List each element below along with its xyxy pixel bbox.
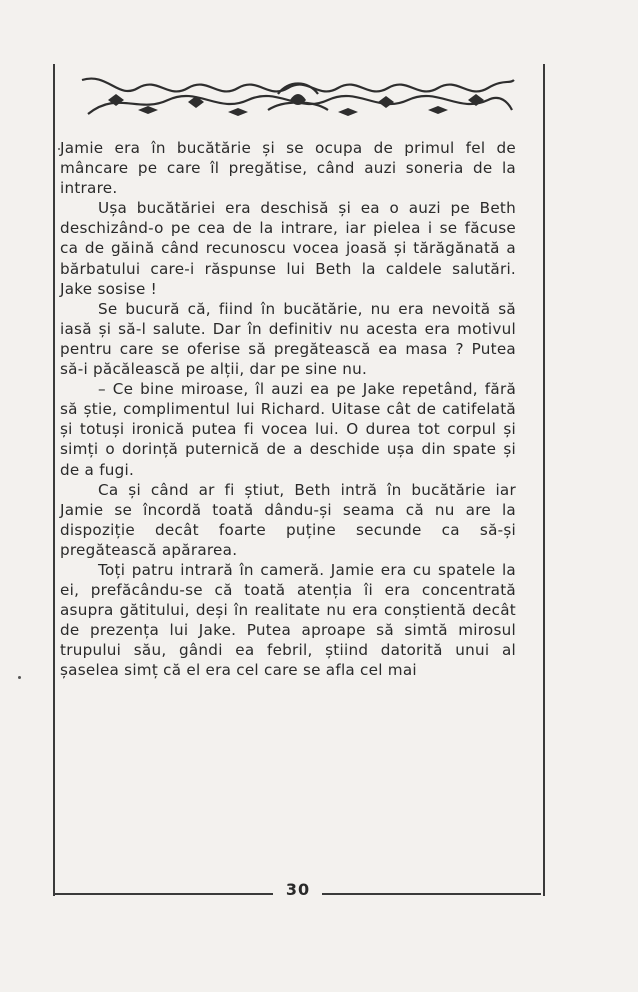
footer-rule-right bbox=[322, 893, 541, 895]
paragraph: Toți patru intrară în cameră. Jamie era cu spatele la ei, prefăcându-se că toată atenția îi era concentrată asupra gătitului, deși în realitate nu era conștientă decât de prezența lui Jake. Putea aproape să simtă mirosul trupului său, gândi ea febril, știind datorită unui al șaselea simț că el era cel care se afla cel mai bbox=[60, 560, 516, 680]
decorative-ornament-header bbox=[78, 70, 518, 120]
paragraph: – Ce bine miroase, îl auzi ea pe Jake repetând, fără să știe, complimentul lui Richard. Uitase cât de catifelată și totuși ironică putea fi vocea lui. O durea tot corpul și simți o dorință puternică de a deschide ușa din spate și de a fugi. bbox=[60, 380, 516, 479]
paragraph: Ușa bucătăriei era deschisă și ea o auzi pe Beth deschizând-o pe cea de la intrare, iar pielea i se făcuse ca de găină când recunoscu vocea joasă și tărăgănată a bărbatului care-i răspunse lui Beth la caldele salutări. Jake sosise ! bbox=[60, 199, 516, 298]
paragraph: Ca și când ar fi știut, Beth intră în bucătărie iar Jamie se încordă toată dându-și seama că nu are la dispoziție decât foarte puține secunde ca să-și pregătească apărarea. bbox=[60, 480, 516, 559]
footer-rule-left bbox=[53, 893, 273, 895]
print-speck bbox=[18, 676, 21, 679]
paragraph: Jamie era în bucătărie și se ocupa de primul fel de mâncare pe care îl pregătise, când auzi soneria de la intrare. bbox=[60, 139, 516, 198]
body-text bbox=[60, 138, 516, 681]
page-number: 30 bbox=[285, 880, 311, 899]
print-speck bbox=[58, 148, 60, 150]
paragraph: Se bucură că, fiind în bucătărie, nu era nevoită să iasă și să-l salute. Dar în definitiv nu acesta era motivul pentru care se oferise să pregătească ea masa ? Putea să-i păcălească pe alții, dar pe sine nu. bbox=[60, 299, 516, 379]
